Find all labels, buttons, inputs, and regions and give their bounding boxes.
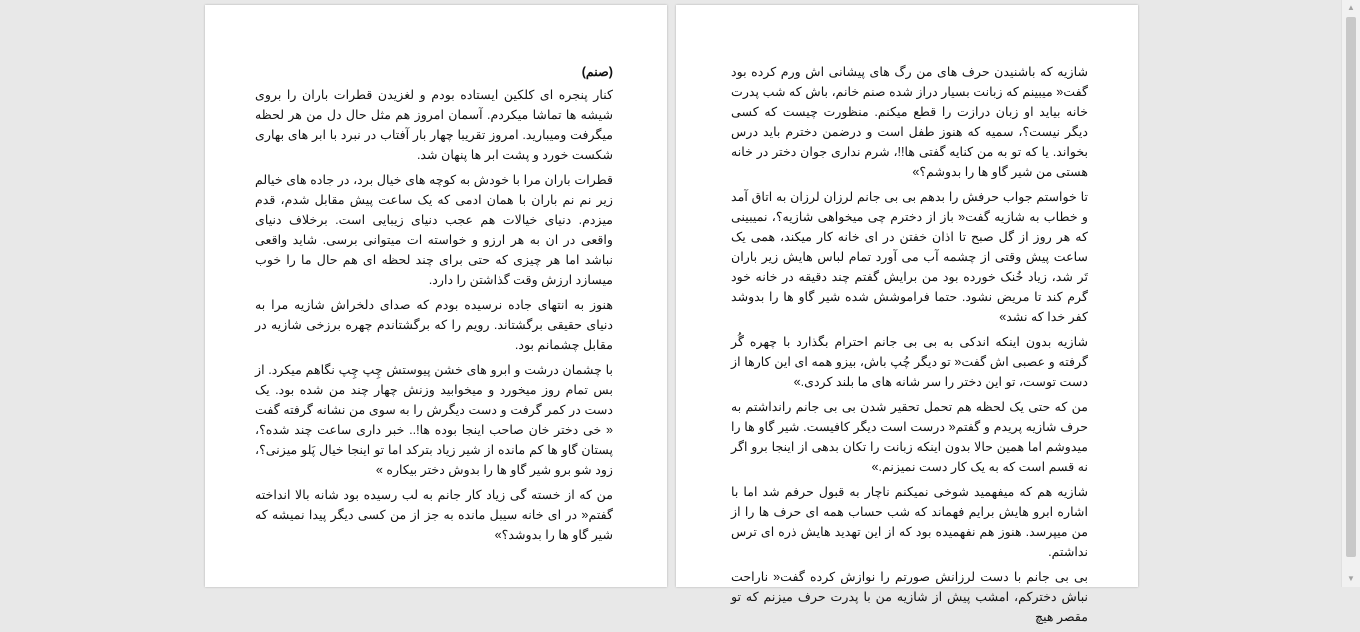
paragraph: قطرات باران مرا با خودش به کوچه های خیال برد، در جاده های خیالم زیر نم نم باران با همان ادمی که یک ساعت پیش مقابل شدم، قدم میزدم. دنیای خیالات هم عجب دنیای زیبایی است. برخلاف دنیای واقعی در ان به هر ارزو و خواسته ات میتوانی برسی. شاید واقعی نباشد اما هر چیزی که حتی برای چند لحظه ای هم حال ما را خوب میسازد ارزش وقت گذاشتن را دارد. <box>255 173 613 287</box>
paragraph: با چشمان درشت و ابرو های خشن پیوستش چِپ چِپ نگاهم میکرد. از بس تمام روز میخورد و میخوابید وزنش چهار چند من شده بود. یک دست در کمر گرفت و دست دیگرش را به سوی من نشانه گرفته گفت « خی دختر خان صاحب اینجا بوده ها!.. خبر داری ساعت چند شده؟، پستان گاو ها کم مانده از شیر زیاد بترکد اما تو اینجا خیال پَلو میزنی؟، زود شو برو شیر گاو ها را بدوش دختر بیکاره » <box>255 363 613 477</box>
paragraph: هنوز به انتهای جاده نرسیده بودم که صدای دلخراش شازیه مرا به دنیای حقیقی برگشتاند. رویم را که برگشتاندم چهره برزخی شازیه در مقابل چشمانم بود. <box>255 298 613 352</box>
scroll-up-arrow-icon[interactable]: ▲ <box>1347 3 1355 12</box>
paragraph: شازیه بدون اینکه اندکی به بی بی جانم احترام بگذارد با چهره گُر گرفته و عصبی اش گفت« تو دیگر چُپ باش، بیزو همه ای این کارها از دست توست، تو این دختر را سر شانه های ما بلند کردی.» <box>731 335 1088 389</box>
paragraph: بی بی جانم با دست لرزانش صورتم را نوازش کرده گفت« ناراحت نباش دخترکم، امشب پیش از شازیه من با پدرت حرف میزنم که تو مقصر هیچ <box>731 570 1088 624</box>
scroll-down-arrow-icon[interactable]: ▼ <box>1347 574 1355 583</box>
paragraph: کنار پنجره ای کلکین ایستاده بودم و لغزیدن قطرات باران را بروی شیشه ها تماشا میکردم. آسمان امروز هم مثل حال دل من هر لحظه میگرفت ومیبارید. امروز تقریبا چهار بار آفتاب در نبرد با ابر های بهاری شکست خورد و پشت ابر ها پنهان شد. <box>255 88 613 162</box>
paragraph: شازیه که باشنیدن حرف های من رگ های پیشانی اش ورم کرده بود گفت« میبینم که زبانت بسیار دراز شده صنم خانم، باش که شب پدرت خانه بیاید او زبان درازت را قطع میکنم. منظورت چیست که کسی دیگر نیست؟، سمیه که هنوز طفل است و درضمن دخترم باید درس بخواند. یا که تو به من کنایه گفتی ها!!، شرم نداری جوان دختر در خانه هستی من شیر گاو ها را بدوشم؟» <box>731 65 1088 179</box>
page-text-column <box>255 62 613 550</box>
document-page-left <box>205 5 667 587</box>
vertical-scrollbar[interactable] <box>1341 0 1360 587</box>
scrollbar-thumb[interactable] <box>1346 17 1356 557</box>
paragraph: تا خواستم جواب حرفش را بدهم بی بی جانم لرزان لرزان به اتاق آمد و خطاب به شازیه گفت« باز از دخترم چی میخواهی شازیه؟، نمیبینی که هر روز از گل صبح تا اذان خفتن در ای خانه کار میکند، همی یک ساعت پیش وقتی از چشمه آب می آورد تمام لباس هایش زیر باران تَر شد، زیاد خُنک خورده بود من برایش گفتم چند دقیقه در خانه خود گرم کند تا مریض نشود. حتما فراموشش شده شیر گاو ها را بدوشد کفر خدا که نشد» <box>731 190 1088 324</box>
page-text-column <box>731 62 1088 632</box>
paragraph: شازیه هم که میفهمید شوخی نمیکنم ناچار به قبول حرفم شد اما با اشاره ابرو هایش برایم فهماند که شب حساب همه ای حرف ها را از من میپرسد. هنوز هم نفهمیده بود که از این تهدید هایش ذره ای ترس نداشتم. <box>731 485 1088 559</box>
document-page-right <box>676 5 1138 624</box>
paragraph: من که از خسته گی زیاد کار جانم به لب رسیده بود شانه بالا انداخته گفتم« در ای خانه سیبل مانده به جز از من کسی دیگر پیدا نمیشه که شیر گاو ها را بدوشد؟» <box>255 488 613 542</box>
paragraph: من که حتی یک لحظه هم تحمل تحقیر شدن بی بی جانم رانداشتم به حرف شازیه پریدم و گفتم« درست است دیگر کافیست. شیر گاو ها را میدوشم اما همین حالا بدون اینکه زبانت را تکان بدهی از اینجا برو اگر نه قسم است که به یک کار دست نمیزنم.» <box>731 400 1088 474</box>
chapter-heading: (صنم) <box>581 65 613 79</box>
